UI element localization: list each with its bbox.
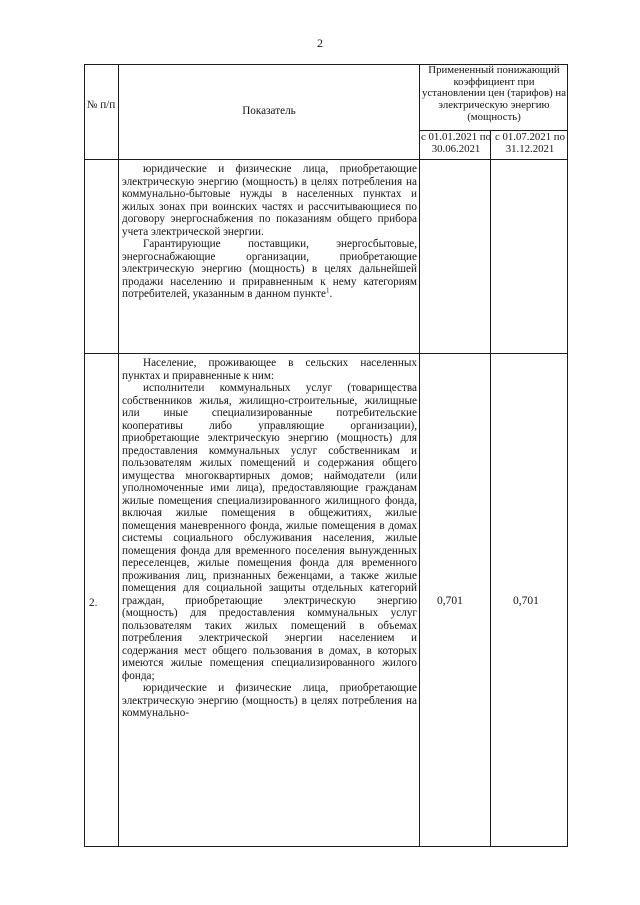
row-paragraph-with-footnote [122, 238, 417, 301]
row-paragraph: Гарантирующие поставщики, энергосбытовые, энергоснабжающие организации, приобретающие электрическую энергию (мощность) в целях дальнейшей продажи населению и приравненным к нему категориям потребителей, указанным в данном пункте [122, 238, 417, 300]
sentence-end: . [329, 288, 333, 300]
header-indicator-label: Показатель [242, 105, 296, 117]
coefficient-value-period-2: 0,701 [513, 595, 539, 607]
header-bottom-border [85, 159, 567, 160]
tariff-table [84, 64, 568, 847]
header-num-label: № п/п [86, 99, 116, 111]
table-row-continuation-indicator [122, 163, 417, 301]
footnote-mark: 1 [325, 286, 330, 295]
row-number: 2. [89, 597, 98, 609]
row-paragraph: юридические и физические лица, приобретающие электрическую энергию (мощность) в целях потребления на коммунально-бытовые нужды в населенных пунктах и жилых зонах при воинских частях и рассчитывающиеся по договору энергоснабжения по показаниям общего прибора учета электрической энергии. [122, 163, 417, 238]
coefficient-value-period-1: 0,701 [437, 595, 463, 607]
page-number: 2 [317, 36, 323, 50]
row-paragraph: юридические и физические лица, приобретающие электрическую энергию (мощность) в целях потребления на коммунально- [122, 682, 417, 719]
col-divider-period [490, 130, 491, 846]
header-period-1: с 01.01.2021 по 30.06.2021 [421, 131, 491, 155]
header-coefficient-label: Примененный понижающий коэффициент при установлении цен (тарифов) на электрическую энергию (мощность) [422, 64, 566, 123]
col-divider-indicator [419, 65, 420, 846]
row-divider [85, 353, 567, 354]
row-paragraph: Население, проживающее в сельских населенных пунктах и приравненные к ним: [122, 357, 417, 382]
table-row-2-indicator [122, 357, 417, 720]
row-paragraph: исполнители коммунальных услуг (товарищества собственников жилья, жилищно-строительные, жилищные или иные специализированные потребительские кооперативы либо управляющие организации), приобретающие электрическую энергию (мощность) для предоставления коммунальных услуг собственникам и пользователям жилых помещений и содержания общего имущества многоквартирных домов; наймодатели (или уполномоченные ими лица), предоставляющие гражданам жилые помещения специализированного жилищного фонда, включая жилые помещения в общежитиях, жилые помещения маневренного фонда, жилые помещения в домах системы социального обслуживания населения, жилые помещения фонда для временного поселения вынужденных переселенцев, жилые помещения фонда для временного проживания лиц, признанных беженцами, а также жилые помещения для социальной защиты отдельных категорий граждан, приобретающие электрическую энергию (мощность) для предоставления коммунальных услуг пользователям таких жилых помещений в объемах потребления электрической энергии населением и содержания мест общего пользования в домах, в которых имеются жилые помещения специализированного жилого фонда; [122, 382, 417, 682]
header-period-2: с 01.07.2021 по 31.12.2021 [495, 131, 565, 155]
col-divider-num [118, 65, 119, 846]
